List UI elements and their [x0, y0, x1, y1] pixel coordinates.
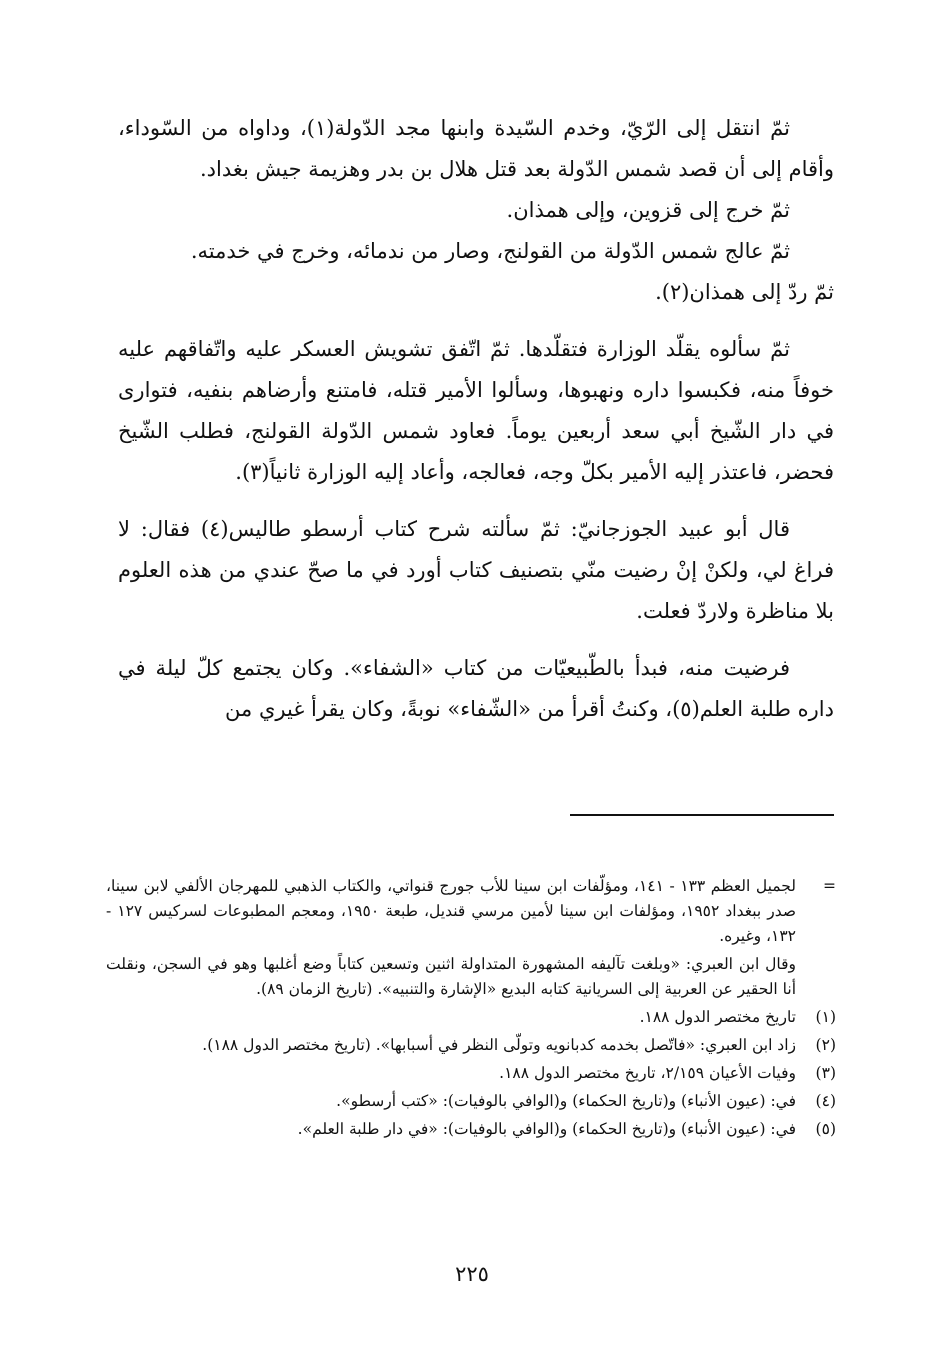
footnote-marker: (٣)	[815, 1064, 836, 1082]
paragraph-5: ثمّ سألوه يقلّد الوزارة فتقلّدها. ثمّ اتّفق تشويش العسكر عليه واتّفاقهم عليه خوفاً منه، فكبسوا داره ونهبوها، وسألوا الأمير قتله، فامتنع وأرضاهم بنفيه، فتوارى في دار الشّيخ أبي سعد أربعين يوماً. فعاود شمس الدّولة القولنج، فطلب الشّيخ فحضر، فاعتذر إليه الأمير بكلّ وجه، فعالجه، وأعاد إليه الوزارة ثانياً(٣).	[118, 337, 834, 484]
footnote-separator	[570, 814, 834, 816]
footnote-5	[106, 1117, 836, 1142]
page-number: ٢٢٥	[455, 1262, 489, 1286]
footnote-1	[106, 1005, 836, 1030]
footnote-text: زاد ابن العبري: «فاتّصل بخدمه كدبانويه وتولّى النظر في أسبابها». (تاريخ مختصر الدول ١٨٨).	[202, 1036, 796, 1054]
footnote-text: في: (عيون الأنباء) و(تاريخ الحكماء) و(الوافي بالوفيات): «في دار طلبة العلم».	[297, 1120, 796, 1138]
footnote-4	[106, 1089, 836, 1114]
footnote-text: لجميل العظم ١٣٣ - ١٤١، ومؤلّفات ابن سينا للأب جورج قنواتي، والكتاب الذهبي للمهرجان الألفي لابن سينا، صدر ببغداد ١٩٥٢، ومؤلفات ابن سينا لأمين مرسي قنديل، طبعة ١٩٥٠، ومعجم المطبوعات لسركيس ١٢٧ - ١٣٢، وغيره.	[106, 877, 796, 945]
paragraph-3: ثمّ عالج شمس الدّولة من القولنج، وصار من ندمائه، وخرج في خدمته.	[190, 239, 790, 263]
footnote-marker: =	[823, 877, 836, 895]
footnote-3	[106, 1061, 836, 1086]
paragraph-2: ثمّ خرج إلى قزوين، وإلى همذان.	[506, 198, 790, 222]
footnote-marker: (٤)	[815, 1092, 836, 1110]
footnote-marker: (٢)	[815, 1036, 836, 1054]
paragraph-gap	[118, 493, 834, 509]
paragraph-6: قال أبو عبيد الجوزجانيّ: ثمّ سألته شرح كتاب أرسطو طاليس(٤) فقال: لا فراغ لي، ولكنْ إنْ رضيت منّي بتصنيف كتاب أورد في ما صحّ عندي من هذه العلوم بلا مناظرة ولاردّ فعلت.	[118, 517, 834, 623]
paragraph-gap	[118, 632, 834, 648]
paragraph-1: ثمّ انتقل إلى الرّيّ، وخدم السّيدة وابنها مجد الدّولة(١)، وداواه من السّوداء، وأقام إلى أن قصد شمس الدّولة بعد قتل هلال بن بدر وهزيمة جيش بغداد.	[118, 116, 834, 181]
footnote-continuation	[106, 874, 836, 949]
footnotes	[106, 874, 836, 1145]
footnote-text: تاريخ مختصر الدول ١٨٨.	[639, 1008, 796, 1026]
footnote-marker: (١)	[815, 1008, 836, 1026]
paragraph-4: ثمّ ردّ إلى همذان(٢).	[655, 280, 834, 304]
footnote-2	[106, 1033, 836, 1058]
footnote-marker: (٥)	[815, 1120, 836, 1138]
paragraph-7: فرضيت منه، فبدأ بالطّبيعيّات من كتاب «الشفاء». وكان يجتمع كلّ ليلة في داره طلبة العلم(٥)، وكنتُ أقرأ من «الشّفاء» نوبةً، وكان يقرأ غيري من	[118, 656, 834, 721]
footnote-continuation-text: وقال ابن العبري: «وبلغت تآليفه المشهورة المتداولة اثنين وتسعين كتاباً وضع أغلبها وهو في السجن، ونقلت أنا الحقير عن العربية إلى السريانية كتابه البديع «الإشارة والتنبيه». (تاريخ الزمان ٨٩).	[106, 955, 796, 998]
paragraph-gap	[118, 313, 834, 329]
footnote-text: في: (عيون الأنباء) و(تاريخ الحكماء) و(الوافي بالوفيات): «كتب أرسطو».	[336, 1092, 796, 1110]
main-text	[118, 108, 834, 730]
footnote-text: وفيات الأعيان ٢/١٥٩، تاريخ مختصر الدول ١٨٨.	[499, 1064, 796, 1082]
